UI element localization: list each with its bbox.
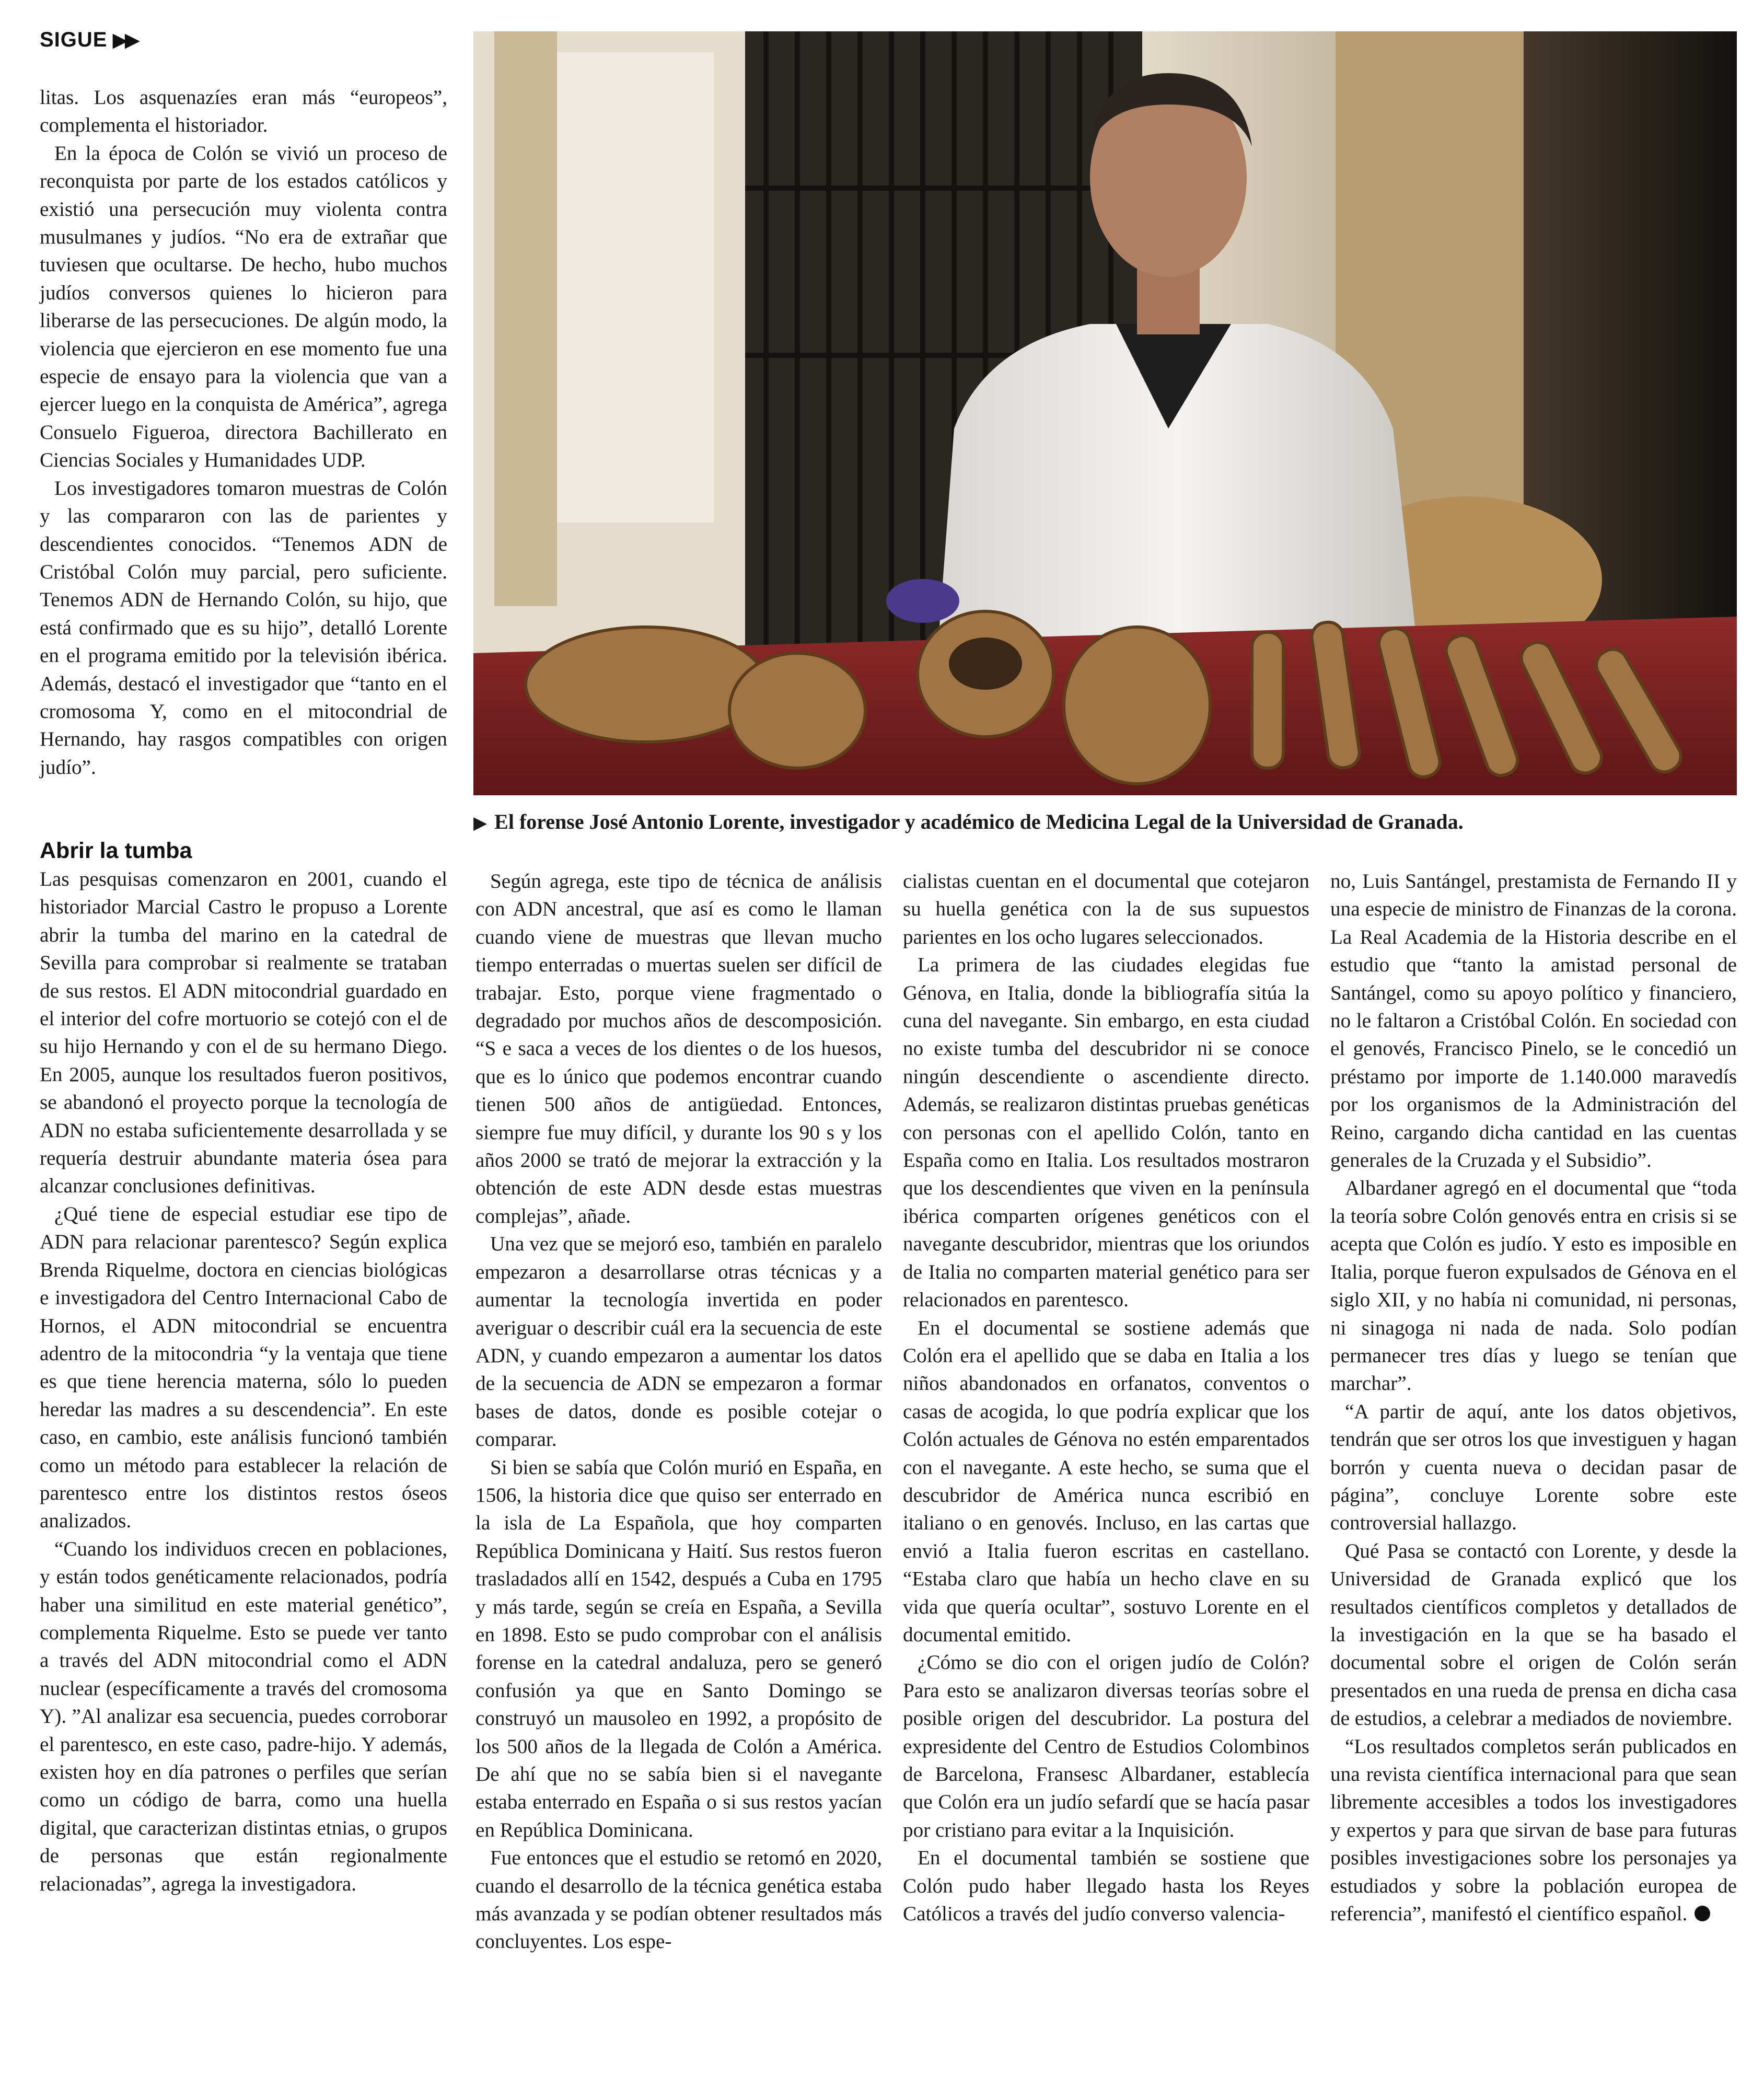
column-4 [1330,867,1737,1928]
final-paragraph [1330,1733,1737,1928]
caption-text: El forense José Antonio Lorente, investigador y académico de Medicina Legal de la Universidad de Granada. [494,810,1464,833]
column-1-bottom [40,836,447,1898]
paragraph: Las pesquisas comenzaron en 2001, cuando el historiador Marcial Castro le propuso a Lorente abrir la tumba del marino en la catedral de Sevilla para comprobar si realmente se trataban de sus restos. El ADN mitocondrial guardado en el interior del cofre mortuorio se cotejó con el de su hijo Hernando y con el de su hermano Diego. En 2005, aunque los resultados fueron positivos, se abandonó el proyecto porque la tecnología de ADN no estaba suficientemente desarrollada y se requería destruir abundante materia ósea para alcanzar conclusiones definitivas. [40,868,447,1198]
column-3 [903,867,1309,1928]
paragraph: Albardaner agregó en el documental que “toda la teoría sobre Colón genovés entra en crisis si se acepta que Colón es judío. Y esto es imposible en Italia, porque fueron expulsados de Génova en el siglo XII, y no había ni comunidad, ni personas, ni sinagoga ni nada de nada. Solo podían permanecer tres días y luego se tenían que marchar”. [1330,1177,1737,1395]
column-2 [475,867,882,1956]
article-photo [473,31,1737,795]
paragraph-text: “Los resultados completos serán publicados en una revista científica internacional para que sean libremente accesibles a todos los investigadores y expertos y para que sirvan de base para futuras posibles investigaciones sobre los personajes ya estudiados y sobre la población europea de referencia”, manifestó el científico español. [1330,1735,1737,1926]
end-of-article-icon [1695,1906,1710,1921]
double-arrow-icon: ▶▶ [112,29,137,51]
paragraph: En el documental se sostiene además que Colón era el apellido que se daba en Italia a los niños abandonados en orfanatos, conventos o casas de acogida, lo que podría explicar que los Colón actuales de Génova no estén emparentados con el navegante. A este hecho, se suma que el descubridor de América nunca escribió en italiano o en genovés. Incluso, en las cartas que envió a Italia fueron escritas en castellano. “Estaba claro que había un hecho clave en su vida que quería ocultar”, sostuvo Lorente en el documental emitido. [903,1316,1309,1646]
paragraph: “A partir de aquí, ante los datos objetivos, tendrán que ser otros los que investiguen y hagan borrón y cuenta nueva o decidan pasar de página”, concluye Lorente sobre este controversial hallazgo. [1330,1400,1737,1535]
photo-caption [473,809,1737,837]
paragraph: no, Luis Santángel, prestamista de Fernando II y una especie de ministro de Finanzas de la corona. La Real Academia de la Historia describe en el estudio que “tanto la amistad personal de Santángel, como su apoyo político y financiero, no le faltaron a Cristóbal Colón. En sociedad con el genovés, Francisco Pinelo, se le concedió un préstamo por importe de 1.140.000 maravedís por los organismos de la Administración del Reino, cargando dicha cantidad en las cuentas generales de la Cruzada y el Subsidio”. [1330,870,1737,1172]
column-1-top [40,84,447,781]
paragraph: Qué Pasa se contactó con Lorente, y desde la Universidad de Granada explicó que los resultados científicos completos y detallados de la investigación en la que se ha basado el documental sobre el origen de Colón serán presentados en una rueda de prensa en dicha casa de estudios, a celebrar a mediados de noviembre. [1330,1539,1737,1730]
caption-marker-icon: ▶ [473,814,488,833]
paragraph: Los investigadores tomaron muestras de Colón y las compararon con las de parientes y descendientes conocidos. “Tenemos ADN de Cristóbal Colón muy parcial, pero suficiente. Tenemos ADN de Hernando Colón, su hijo, que está confirmado que es su hijo”, detalló Lorente en el programa emitido por la televisión ibérica. Además, destacó el investigador que “tanto en el cromosoma Y, como en el mitocondrial de Hernando, hay rasgos compatibles con origen judío”. [40,477,447,779]
continue-marker [40,28,137,52]
paragraph: litas. Los asquenazíes eran más “europeos”, complementa el historiador. [40,86,447,137]
paragraph: “Cuando los individuos crecen en poblaciones, y están todos genéticamente relacionados, podría haber una similitud en este material genético”, complementa Riquelme. Esto se puede ver tanto a través del ADN mitocondrial como el ADN nuclear (específicamente a través del cromosoma Y). ”Al analizar esa secuencia, puedes corroborar el parentesco, en este caso, padre-hijo. Y además, existen hoy en día patrones o perfiles que serían como un código de barra, como una huella digital, que caracterizan distintas etnias, o grupos de personas que están regionalmente relacionadas”, agrega la investigadora. [40,1537,447,1895]
paragraph: En el documental también se sostiene que Colón pudo haber llegado hasta los Reyes Católicos a través del judío converso valencia- [903,1847,1309,1926]
paragraph: Fue entonces que el estudio se retomó en 2020, cuando el desarrollo de la técnica genética estaba más avanzada y se podían obtener resultados más concluyentes. Los espe- [475,1847,882,1953]
forensic-scene-illustration [473,31,1737,795]
paragraph: Si bien se sabía que Colón murió en España, en 1506, la historia dice que quiso ser enterrado en la isla de La Española, que hoy comparten República Dominicana y Haití. Sus restos fueron trasladados allí en 1542, después a Cuba en 1795 y más tarde, según se creía en España, a Sevilla en 1898. Esto se pudo comprobar con el análisis forense en la catedral andaluza, pero se generó confusión ya que en Santo Domingo se construyó un mausoleo en 1992, a propósito de los 500 años de la llegada de Colón a América. De ahí que no se sabía bien si el navegante estaba enterrado en España o si sus restos yacían en República Dominicana. [475,1456,882,1841]
paragraph: En la época de Colón se vivió un proceso de reconquista por parte de los estados católicos y existió una persecución muy violenta contra musulmanes y judíos. “No era de extrañar que tuviesen que ocultarse. De hecho, hubo muchos judíos conversos quienes lo hicieron para liberarse de las persecuciones. De algún modo, la violencia que ejercieron en ese momento fue una especie de ensayo para la violencia que van a ejercer luego en la conquista de América”, agrega Consuelo Figueroa, directora Bachillerato en Ciencias Sociales y Humanidades UDP. [40,142,447,472]
paragraph: ¿Cómo se dio con el origen judío de Colón? Para esto se analizaron diversas teorías sobre el posible origen del descubridor. La postura del expresidente del Centro de Estudios Colombinos de Barcelona, Fransesc Albardaner, establecía que Colón era un judío sefardí que se hacía pasar por cristiano para evitar a la Inquisición. [903,1651,1309,1841]
paragraph: La primera de las ciudades elegidas fue Génova, en Italia, donde la bibliografía sitúa la cuna del navegante. Sin embargo, en esta ciudad no existe tumba del descubridor ni se conoce ningún descendiente o ascendiente directo. Además, se realizaron distintas pruebas genéticas con personas con el apellido Colón, tanto en España como en Italia. Los resultados mostraron que los descendientes que viven en la península ibérica comparten orígenes genéticos con el navegante descubridor, mientras que los oriundos de Italia no comparten material genético para ser relacionados en parentesco. [903,954,1309,1312]
paragraph: cialistas cuentan en el documental que cotejaron su huella genética con la de sus supuestos parientes en los ocho lugares seleccionados. [903,870,1309,948]
paragraph: ¿Qué tiene de especial estudiar ese tipo de ADN para relacionar parentesco? Según explica Brenda Riquelme, doctora en ciencias biológicas e investigadora del Centro Internacional Cabo de Hornos, el ADN mitocondrial se encuentra adentro de la mitocondria “y la ventaja que tiene es que tiene herencia materna, sólo lo pueden heredar las madres a su descendencia”. En este caso, en cambio, este análisis funcionó también como un método para establecer la relación de parentesco entre los distintos restos óseos analizados. [40,1202,447,1533]
paragraph: Una vez que se mejoró eso, también en paralelo empezaron a desarrollarse otras técnicas y a aumentar la tecnología invertida en poder averiguar o describir cuál era la secuencia de este ADN, y cuando empezaron a aumentar los datos de la secuencia de ADN se empezaron a formar bases de datos, donde es posible cotejar o comparar. [475,1233,882,1451]
paragraph: Según agrega, este tipo de técnica de análisis con ADN ancestral, que así es como le llaman cuando viene de muestras que llevan mucho tiempo enterradas o muertas suelen ser difícil de trabajar. Esto, porque viene fragmentado o degradado por muchos años de descomposición. “S e saca a veces de los dientes o de los huesos, que es lo único que podemos encontrar cuando tienen 500 años de antigüedad. Entonces, siempre fue muy difícil, y durante los 90 s y los años 2000 se trató de mejorar la extracción y la obtención de este ADN desde estas muestras complejas”, añade. [475,870,882,1227]
continue-label: SIGUE [40,28,108,51]
section-heading: Abrir la tumba [40,838,192,863]
